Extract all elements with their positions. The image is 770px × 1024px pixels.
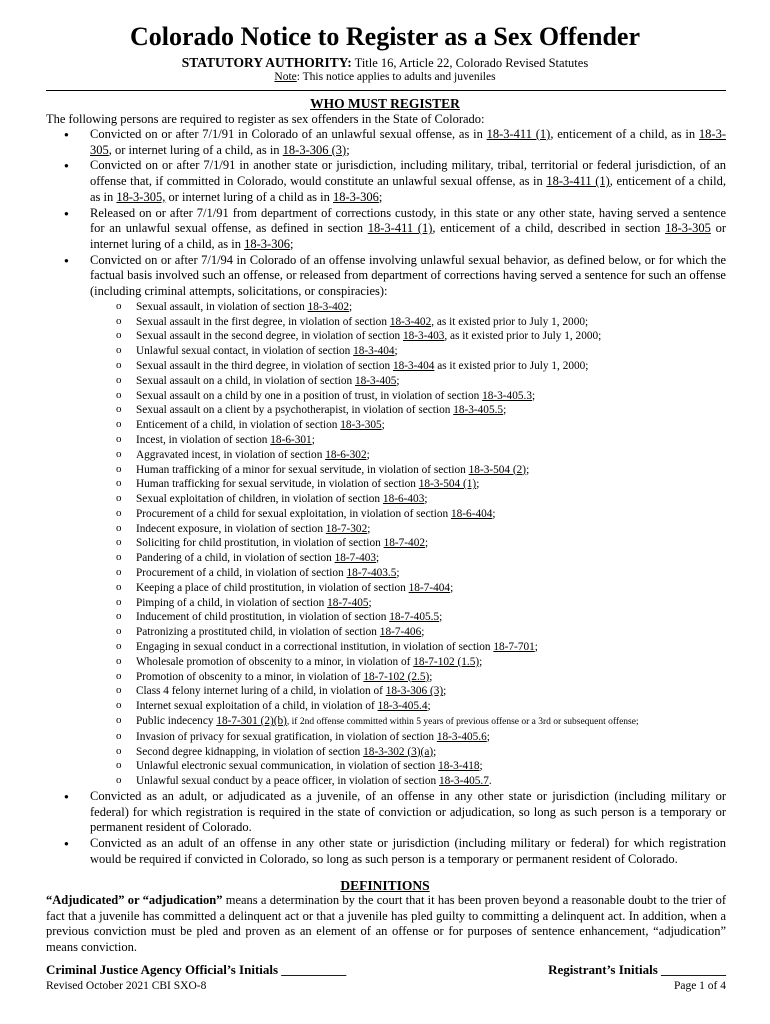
statutory-authority [0,55,770,71]
criterion-item: ● Released on or after 7/1/91 from department of corrections custody, in this state or any other state, having served a sentence for an unlawful sexual offense, as defined in section 18-3-411 (1), enticement of a child, described in section 18-3-305 or internet luring of a child, as in 18-3-306; [46,206,726,253]
page-number: Page 1 of 4 [673,980,726,992]
statute-link[interactable]: 18-3-306 (3) [385,685,444,698]
offense-item: o Promotion of obscenity to a minor, in violation of 18-7-102 (2.5); [90,670,726,685]
official-initials-field[interactable]: Criminal Justice Agency Official’s Initials __________ [46,962,347,977]
criterion-item: ● Convicted as an adult of an offense in any other state or jurisdiction (including military or federal) for which registration would be required if convicted in Colorado, so long as such person is a temporary or permanent resident of Colorado. [46,836,726,867]
offense-item: o Indecent exposure, in violation of section 18-7-302; [90,522,726,537]
definition-term: “Adjudicated” or “adjudication” [46,893,223,907]
statute-link[interactable]: 18-3-411 (1) [367,221,433,236]
statute-link[interactable]: 18-3-411 (1) [546,174,610,189]
statute-link[interactable]: 18-7-301 (2)(b) [216,715,287,728]
note-label: Note [274,71,297,83]
statute-link[interactable]: 18-7-102 (2.5) [363,670,430,683]
statute-link[interactable]: 18-3-504 (1) [418,478,477,491]
statute-link[interactable]: 18-3-405.7 [439,775,489,788]
registrant-initials-field[interactable]: Registrant’s Initials __________ [548,962,726,977]
statute-link[interactable]: 18-7-403 [334,552,377,565]
offense-item: o Second degree kidnapping, in violation of section 18-3-302 (3)(a); [90,745,726,760]
offense-item: o Engaging in sexual conduct in a correctional institution, in violation of section 18-7-701; [90,640,726,655]
registration-criteria-list [46,127,726,868]
statute-link[interactable]: 18-3-405.3 [482,389,532,402]
offense-item: o Wholesale promotion of obscenity to a minor, in violation of 18-7-102 (1.5); [90,655,726,670]
offense-item: o Pandering of a child, in violation of section 18-7-403; [90,551,726,566]
definition-text: means a determination by the court that it has been proven beyond a reasonable doubt to the trier of fact that a juvenile has committed a delinquent act or that a juvenile has pled guilty to committing a delinquent act. In addition, when a previous conviction must be pled and proven as an element of an offense or for purposes of sentence enhancement, “adjudication” means conviction. [46,893,726,954]
offense-item: o Soliciting for child prostitution, in violation of section 18-7-402; [90,536,726,551]
statute-link[interactable]: 18-3-404 [353,345,395,358]
statute-link[interactable]: 18-7-701 [493,641,535,654]
offense-item: o Invasion of privacy for sexual gratification, in violation of section 18-3-405.6; [90,730,726,745]
statute-link[interactable]: 18-3-405.4 [377,700,428,713]
criterion-item: ● Convicted on or after 7/1/91 in Colorado of an unlawful sexual offense, as in 18-3-411 (1), enticement of a child, as in 18-3-305, or internet luring of a child, as in 18-3-306 (3); [46,127,726,158]
header-divider [46,90,726,91]
statute-link[interactable]: 18-3-418 [438,760,480,773]
statute-link[interactable]: 18-3-305 [665,221,711,236]
statute-link[interactable]: 18-7-404 [408,581,451,594]
statute-link[interactable]: 18-6-302 [325,448,367,461]
statute-link[interactable]: 18-3-306 [244,236,290,251]
document-title: Colorado Notice to Register as a Sex Offender [129,22,641,51]
definitions-heading: DEFINITIONS [340,878,430,893]
offense-list [90,300,726,789]
statute-link[interactable]: 18-7-102 (1.5) [413,655,480,668]
statute-link[interactable]: 18-3-402 [307,300,350,313]
offense-item: o Internet sexual exploitation of a child, in violation of 18-3-405.4; [90,699,726,714]
applicability-note [0,70,770,84]
statute-link[interactable]: 18-7-302 [325,522,368,535]
offense-item: o Sexual assault on a client by a psychotherapist, in violation of section 18-3-405.5; [90,403,726,418]
criterion-item: ● Convicted on or after 7/1/91 in another state or jurisdiction, including military, tribal, territorial or federal jurisdiction, of an offense that, if committed in Colorado, would constitute an unlawful sexual offense, as in 18-3-411 (1), enticement of a child, as in 18-3-305, or internet luring of a child as in 18-3-306; [46,158,726,205]
statute-link[interactable]: 18-3-411 (1) [486,127,551,141]
offense-item: o Keeping a place of child prostitution, in violation of section 18-7-404; [90,581,726,596]
offense-item: o Unlawful sexual contact, in violation of section 18-3-404; [90,344,726,359]
offense-item: o Unlawful sexual conduct by a peace officer, in violation of section 18-3-405.7. [90,774,726,789]
offense-item: o Sexual assault on a child, in violation of section 18-3-405; [90,374,726,389]
offense-item: o Sexual assault in the third degree, in violation of section 18-3-404 as it existed prior to July 1, 2000; [90,359,726,374]
offense-item: o Patronizing a prostituted child, in violation of section 18-7-406; [90,625,726,640]
statute-link[interactable]: 18-3-305 [340,419,382,432]
statute-link[interactable]: 18-3-504 (2) [468,463,527,476]
offense-item: o Public indecency 18-7-301 (2)(b), if 2nd offense committed within 5 years of previous offense or a 3rd or subsequent offense; [90,714,726,730]
offense-item: o Sexual assault on a child by one in a position of trust, in violation of section 18-3-405.3; [90,389,726,404]
offense-item: o Sexual exploitation of children, in violation of section 18-6-403; [90,492,726,507]
intro-text: The following persons are required to register as sex offenders in the State of Colorado: [46,112,485,126]
statute-link[interactable]: 18-7-406 [379,626,422,639]
offense-item: o Incest, in violation of section 18-6-301; [90,433,726,448]
statute-link[interactable]: 18-7-405 [327,596,369,609]
offense-item: o Class 4 felony internet luring of a child, in violation of 18-3-306 (3); [90,684,726,699]
offense-item: o Pimping of a child, in violation of section 18-7-405; [90,596,726,611]
statute-link[interactable]: 18-3-306 (3) [282,142,347,157]
authority-label: STATUTORY AUTHORITY: [181,55,352,70]
offense-item: o Unlawful electronic sexual communication, in violation of section 18-3-418; [90,759,726,774]
statute-link[interactable]: 18-7-403.5 [346,567,397,580]
offense-item: o Human trafficking for sexual servitude, in violation of section 18-3-504 (1); [90,477,726,492]
who-must-register-heading: WHO MUST REGISTER [310,96,460,111]
authority-text: Title 16, Article 22, Colorado Revised Statutes [354,56,589,70]
offense-item: o Procurement of a child, in violation of section 18-7-403.5; [90,566,726,581]
statute-link[interactable]: 18-3-405 [355,374,397,387]
offense-item: o Inducement of child prostitution, in violation of section 18-7-405.5; [90,610,726,625]
statute-link[interactable]: 18-3-302 (3)(a) [363,745,434,758]
offense-item: o Sexual assault in the second degree, in violation of section 18-3-403, as it existed prior to July 1, 2000; [90,329,726,344]
statute-link[interactable]: 18-3-404 [392,359,435,372]
statute-link[interactable]: 18-6-403 [382,493,425,506]
note-text: : This notice applies to adults and juveniles [296,71,496,83]
form-revision: Revised October 2021 CBI SXO-8 [46,980,207,992]
statute-link[interactable]: 18-3-402, [389,315,435,328]
offense-item: o Sexual assault, in violation of section 18-3-402; [90,300,726,315]
offense-item: o Aggravated incest, in violation of section 18-6-302; [90,448,726,463]
statute-link[interactable]: 18-3-305, [116,189,166,204]
statute-link[interactable]: 18-6-404 [450,507,493,520]
offense-item: o Human trafficking of a minor for sexual servitude, in violation of section 18-3-504 (2); [90,463,726,478]
offense-item: o Enticement of a child, in violation of section 18-3-305; [90,418,726,433]
statute-link[interactable]: 18-7-402 [383,537,425,550]
statute-link[interactable]: 18-3-305 [90,127,726,157]
statute-link[interactable]: 18-3-306 [333,189,379,204]
statute-link[interactable]: 18-6-301 [270,433,312,446]
criterion-item: ● Convicted as an adult, or adjudicated as a juvenile, of an offense in any other state or jurisdiction (including military or federal) for which registration is required in the state of conviction or adjudication, so long as such person is a temporary or permanent resident of Colorado. [46,789,726,836]
offense-item: o Sexual assault in the first degree, in violation of section 18-3-402, as it existed prior to July 1, 2000; [90,315,726,330]
statute-link[interactable]: 18-3-405.5 [453,404,504,417]
statute-link[interactable]: 18-7-405.5 [389,611,440,624]
statute-link[interactable]: 18-3-403 [402,330,445,343]
criterion-item: ● Convicted on or after 7/1/94 in Colorado of an offense involving unlawful sexual behavior, as defined below, or for which the factual basis involved such an offense, or released from department of corrections having served a sentence for such an offense (including criminal attempts, solicitations, or conspiracies): o Sexual assault, in violation of section 18-3-402; o Sexual assault in the first degree, in violation of section 18-3-402, as it existed prior to July 1, 2000; o Sexual assault in the second degree, in violation of section 18-3-403, as it existed prior to July 1, 2000; o Unlawful sexual contact, in violation of section 18-3-404; o Sexual assault in the third degree, in violation of section 18-3-404 as it existed prior to July 1, 2000; o Sexual assault on a child, in violation of section 18-3-405; o Sexual assault on a child by one in a position of trust, in violation of section 18-3-405.3; o Sexual assault on a client by a psychotherapist, in violation of section 18-3-405.5; o Enticement of a child, in violation of section 18-3-305; o Incest, in violation of section 18-6-301; o Aggravated incest, in violation of section 18-6-302; o Human trafficking of a minor for sexual servitude, in violation of section 18-3-504 (2); o Human trafficking for sexual servitude, in violation of section 18-3-504 (1); o Sexual exploitation of children, in violation of section 18-6-403; o Procurement of a child for sexual exploitation, in violation of section 18-6-404; o Indecent exposure, in violation of section 18-7-302; o Soliciting for child prostitution, in violation of section 18-7-402; o Pandering of a child, in violation of section 18-7-403; o Procurement of a child, in violation of section 18-7-403.5; o Keeping a place of child prostitution, in violation of section 18-7-404; o Pimping of a child, in violation of section 18-7-405; o Inducement of child prostitution, in violation of section 18-7-405.5; o Patronizing a prostituted child, in violation of section 18-7-406; o Engaging in sexual conduct in a correctional institution, in violation of section 18-7-701; o Wholesale promotion of obscenity to a minor, in violation of 18-7-102 (1.5); o Promotion of obscenity to a minor, in violation of 18-7-102 (2.5); o Class 4 felony internet luring of a child, in violation of 18-3-306 (3); o Internet sexual exploitation of a child, in violation of 18-3-405.4; o Public indecency 18-7-301 (2)(b), if 2nd offense committed within 5 years of previous offense or a 3rd or subsequent offense; o Invasion of privacy for sexual gratification, in violation of section 18-3-405.6; o Second degree kidnapping, in violation of section 18-3-302 (3)(a); o Unlawful electronic sexual communication, in violation of section 18-3-418; o Unlawful sexual conduct by a peace officer, in violation of section 18-3-405.7. [46,253,726,789]
definition-adjudicated [46,893,726,955]
offense-item: o Procurement of a child for sexual exploitation, in violation of section 18-6-404; [90,507,726,522]
statute-link[interactable]: 18-3-405.6 [436,730,487,743]
